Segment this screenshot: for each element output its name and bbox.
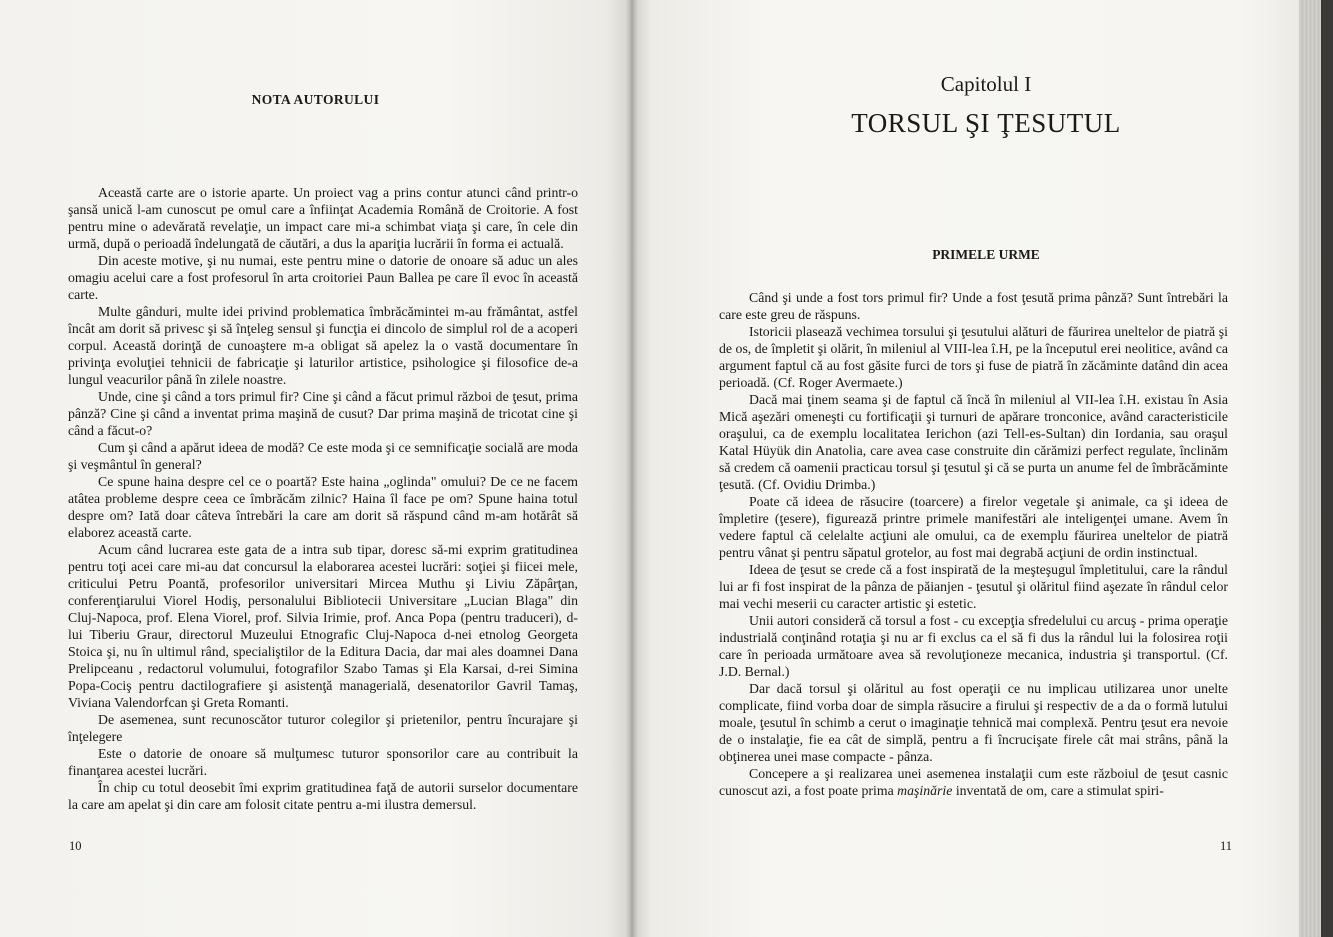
page-edge-stack (1299, 0, 1333, 937)
book-gutter (626, 0, 638, 937)
paragraph: În chip cu totul deosebit îmi exprim gratitudinea faţă de autorii surselor documentare la care am apelat şi din care am folosit citate pentru a-mi ilustra demersul. (68, 780, 578, 812)
paragraph: De asemenea, sunt recunoscător tuturor colegilor şi prietenilor, pentru încurajare şi înţelegere (68, 712, 578, 744)
paragraph: Dacă mai ţinem seama şi de faptul că încă în mileniul al VII-lea î.H. existau în Asia Mică aşezări omeneşti cu fortificaţii şi turnuri de apărare tronconice, având caracteristicile oraşului, ca de exemplu localitatea Ierichon (azi Tell-es-Sultan) din Iordania, sau oraşul Katal Hüyük din Anatolia, care avea case construite din cărămizi perfect regulate, înclinăm să credem că oamenii practicau torsul şi ţesutul şi că se purta un anume fel de îmbrăcăminte ţesută. (Cf. Ovidiu Drimba.) (719, 392, 1228, 492)
section-title: PRIMELE URME (932, 247, 1040, 262)
paragraph-last (719, 765, 1228, 799)
paragraph: Cum şi când a apărut ideea de modă? Ce este moda şi ce semnificaţie socială are moda şi veşmântul în general? (68, 440, 578, 472)
paragraph: Este o datorie de onoare să mulţumesc tuturor sponsorilor care au contribuit la finanţarea acestei lucrări. (68, 746, 578, 778)
paragraph: Unde, cine şi când a tors primul fir? Cine şi când a făcut primul război de ţesut, prima pânză? Cine şi când a inventat prima maşină de cusut? Dar prima maşină de tricotat cine şi când a făcut-o? (68, 389, 578, 438)
author-note-heading: NOTA AUTORULUI (251, 92, 380, 107)
chapter-title: TORSUL ŞI ŢESUTUL (851, 108, 1121, 138)
chapter-body (719, 289, 1228, 799)
paragraph: Unii autori consideră că torsul a fost - cu excepţia sfredelului cu arcuş - prima operaţie industrială conţinând rotaţia şi nu ar fi exclus ca el să fi dus la rândul lui la folosirea roţii care în perioada următoare avea să revoluţioneze mecanica, industria şi transportul. (Cf. J.D. Bernal.) (719, 613, 1228, 679)
paragraph: Din aceste motive, şi nu numai, este pentru mine o datorie de onoare să aduc un ales omagiu acelui care a fost profesorul în arta croitoriei Paun Ballea pe care îl evoc în această carte. (68, 253, 578, 302)
paragraph: Această carte are o istorie aparte. Un proiect vag a prins contur atunci când printr-o şansă unică l-am cunoscut pe omul care a înfiinţat Academia Română de Croitorie. A fost pentru mine o adevărată revelaţie, un impact care mi-a schimbat viaţa şi care, în cele din urmă, după o perioadă îndelungată de căutări, a dus la apariţia lucrării în forma ei actuală. (68, 185, 578, 251)
paragraph: Acum când lucrarea este gata de a intra sub tipar, doresc să-mi exprim gratitudinea pentru toţi acei care mi-au dat concursul la elaborarea acestei lucrări: soţiei şi fiicei mele, criticului Petru Poantă, profesorilor universitari Mircea Muthu şi Liviu Zăpârţan, conferenţiarului Viorel Hodiş, personalului Bibliotecii Universitare „Lucian Blaga" din Cluj-Napoca, prof. Elena Viorel, prof. Silvia Irimie, prof. Anca Popa (pentru traduceri), d-lui Tiberiu Graur, directorul Muzeului Etnografic Cluj-Napoca d-nei etnolog Georgeta Stoica şi, nu în ultimul rând, specialiştilor de la Editura Dacia, dar mai ales doamnei Dana Prelipceanu , redactorul volumului, fotografilor Szabo Tamas şi Ela Karsai, d-rei Simina Popa-Cociş pentru dactilografiere şi asistenţă managerială, desenatorilor Gavril Tamaş, Viviana Valendorfcan şi Greta Romanti. (68, 542, 578, 710)
chapter-label: Capitolul I (940, 72, 1032, 96)
emphasis-word: maşinărie (897, 783, 953, 798)
paragraph: Ideea de ţesut se crede că a fost inspirată de la meşteşugul împletitului, care la rândul lui ar fi fost inspirat de la pânza de păianjen - ţesutul şi olăritul fiind aşezate în rândul celor mai vechi meserii cu caracter artistic şi estetic. (719, 562, 1228, 611)
paragraph: Poate că ideea de răsucire (toarcere) a firelor vegetale şi animale, ca şi ideea de împletire (ţesere), figurează printre primele manifestări ale inteligenţei umane. Avem în vedere faptul că celelalte acţiuni ale omului, ca de exemplu făurirea uneltelor de piatră pentru vânat şi pentru săpatul grotelor, au fost mai degrabă acţiuni de ordin instinctual. (719, 494, 1228, 560)
paragraph: Multe gânduri, multe idei privind problematica îmbrăcămintei m-au frământat, astfel încât am dorit să privesc şi să înţeleg sensul şi funcţia ei dincolo de simplul rol de a acoperi corpul. Această dorinţă de cunoaştere m-a obligat să apelez la o vastă documentare în privinţa evoluţiei tehnicii de fabricaţie şi laturilor artistice, psihologice şi filosofice de-a lungul veacurilor până în zilele noastre. (68, 304, 578, 387)
paragraph-last-start: Concepere a şi realizarea unei asemenea instalaţii cum este războiul de ţesut casnic cunoscut azi, a fost poate prima (719, 766, 1228, 798)
right-page (631, 0, 1299, 937)
paragraph-last-end: inventată de om, care a stimulat spiri- (955, 783, 1164, 798)
paragraph: Dar dacă torsul şi olăritul au fost operaţii ce nu implicau utilizarea unor unelte complicate, fiind vorba doar de simpla răsucire a firului şi respectiv de a da o formă lutului moale, ţesutul în schimb a cerut o imaginaţie tehnică mai complexă. Pentru ţesut era nevoie de o instalaţie, fie ea cât de simplă, pentru a fi încrucişate firele cât mai strâns, până la obţinerea unei mase compacte - pânza. (719, 681, 1228, 764)
left-page (0, 0, 631, 937)
page-number-right: 11 (1220, 839, 1233, 853)
paragraph: Când şi unde a fost tors primul fir? Unde a fost ţesută prima pânză? Sunt întrebări la care este greu de răspuns. (719, 290, 1228, 322)
paragraph: Ce spune haina despre cel ce o poartă? Este haina „oglinda" omului? De ce ne facem atâtea probleme despre ceea ce îmbrăcăm zilnic? Haina îl face pe om? Spune haina totul despre om? Iată doar câteva întrebări la care am dorit să răspund când m-am hotărât să elaborez această carte. (68, 474, 578, 540)
author-note-body (68, 184, 578, 813)
paragraph: Istoricii plasează vechimea torsului şi ţesutului alături de făurirea uneltelor de piatră şi de os, de împletit şi olărit, în mileniul al VIII-lea î.H, pe la începutul erei neolitice, având ca argument faptul că au fost găsite furci de tors şi fuse de piatră în zăcăminte datând din acea perioadă. (Cf. Roger Avermaete.) (719, 324, 1228, 390)
page-number-left: 10 (69, 839, 82, 853)
